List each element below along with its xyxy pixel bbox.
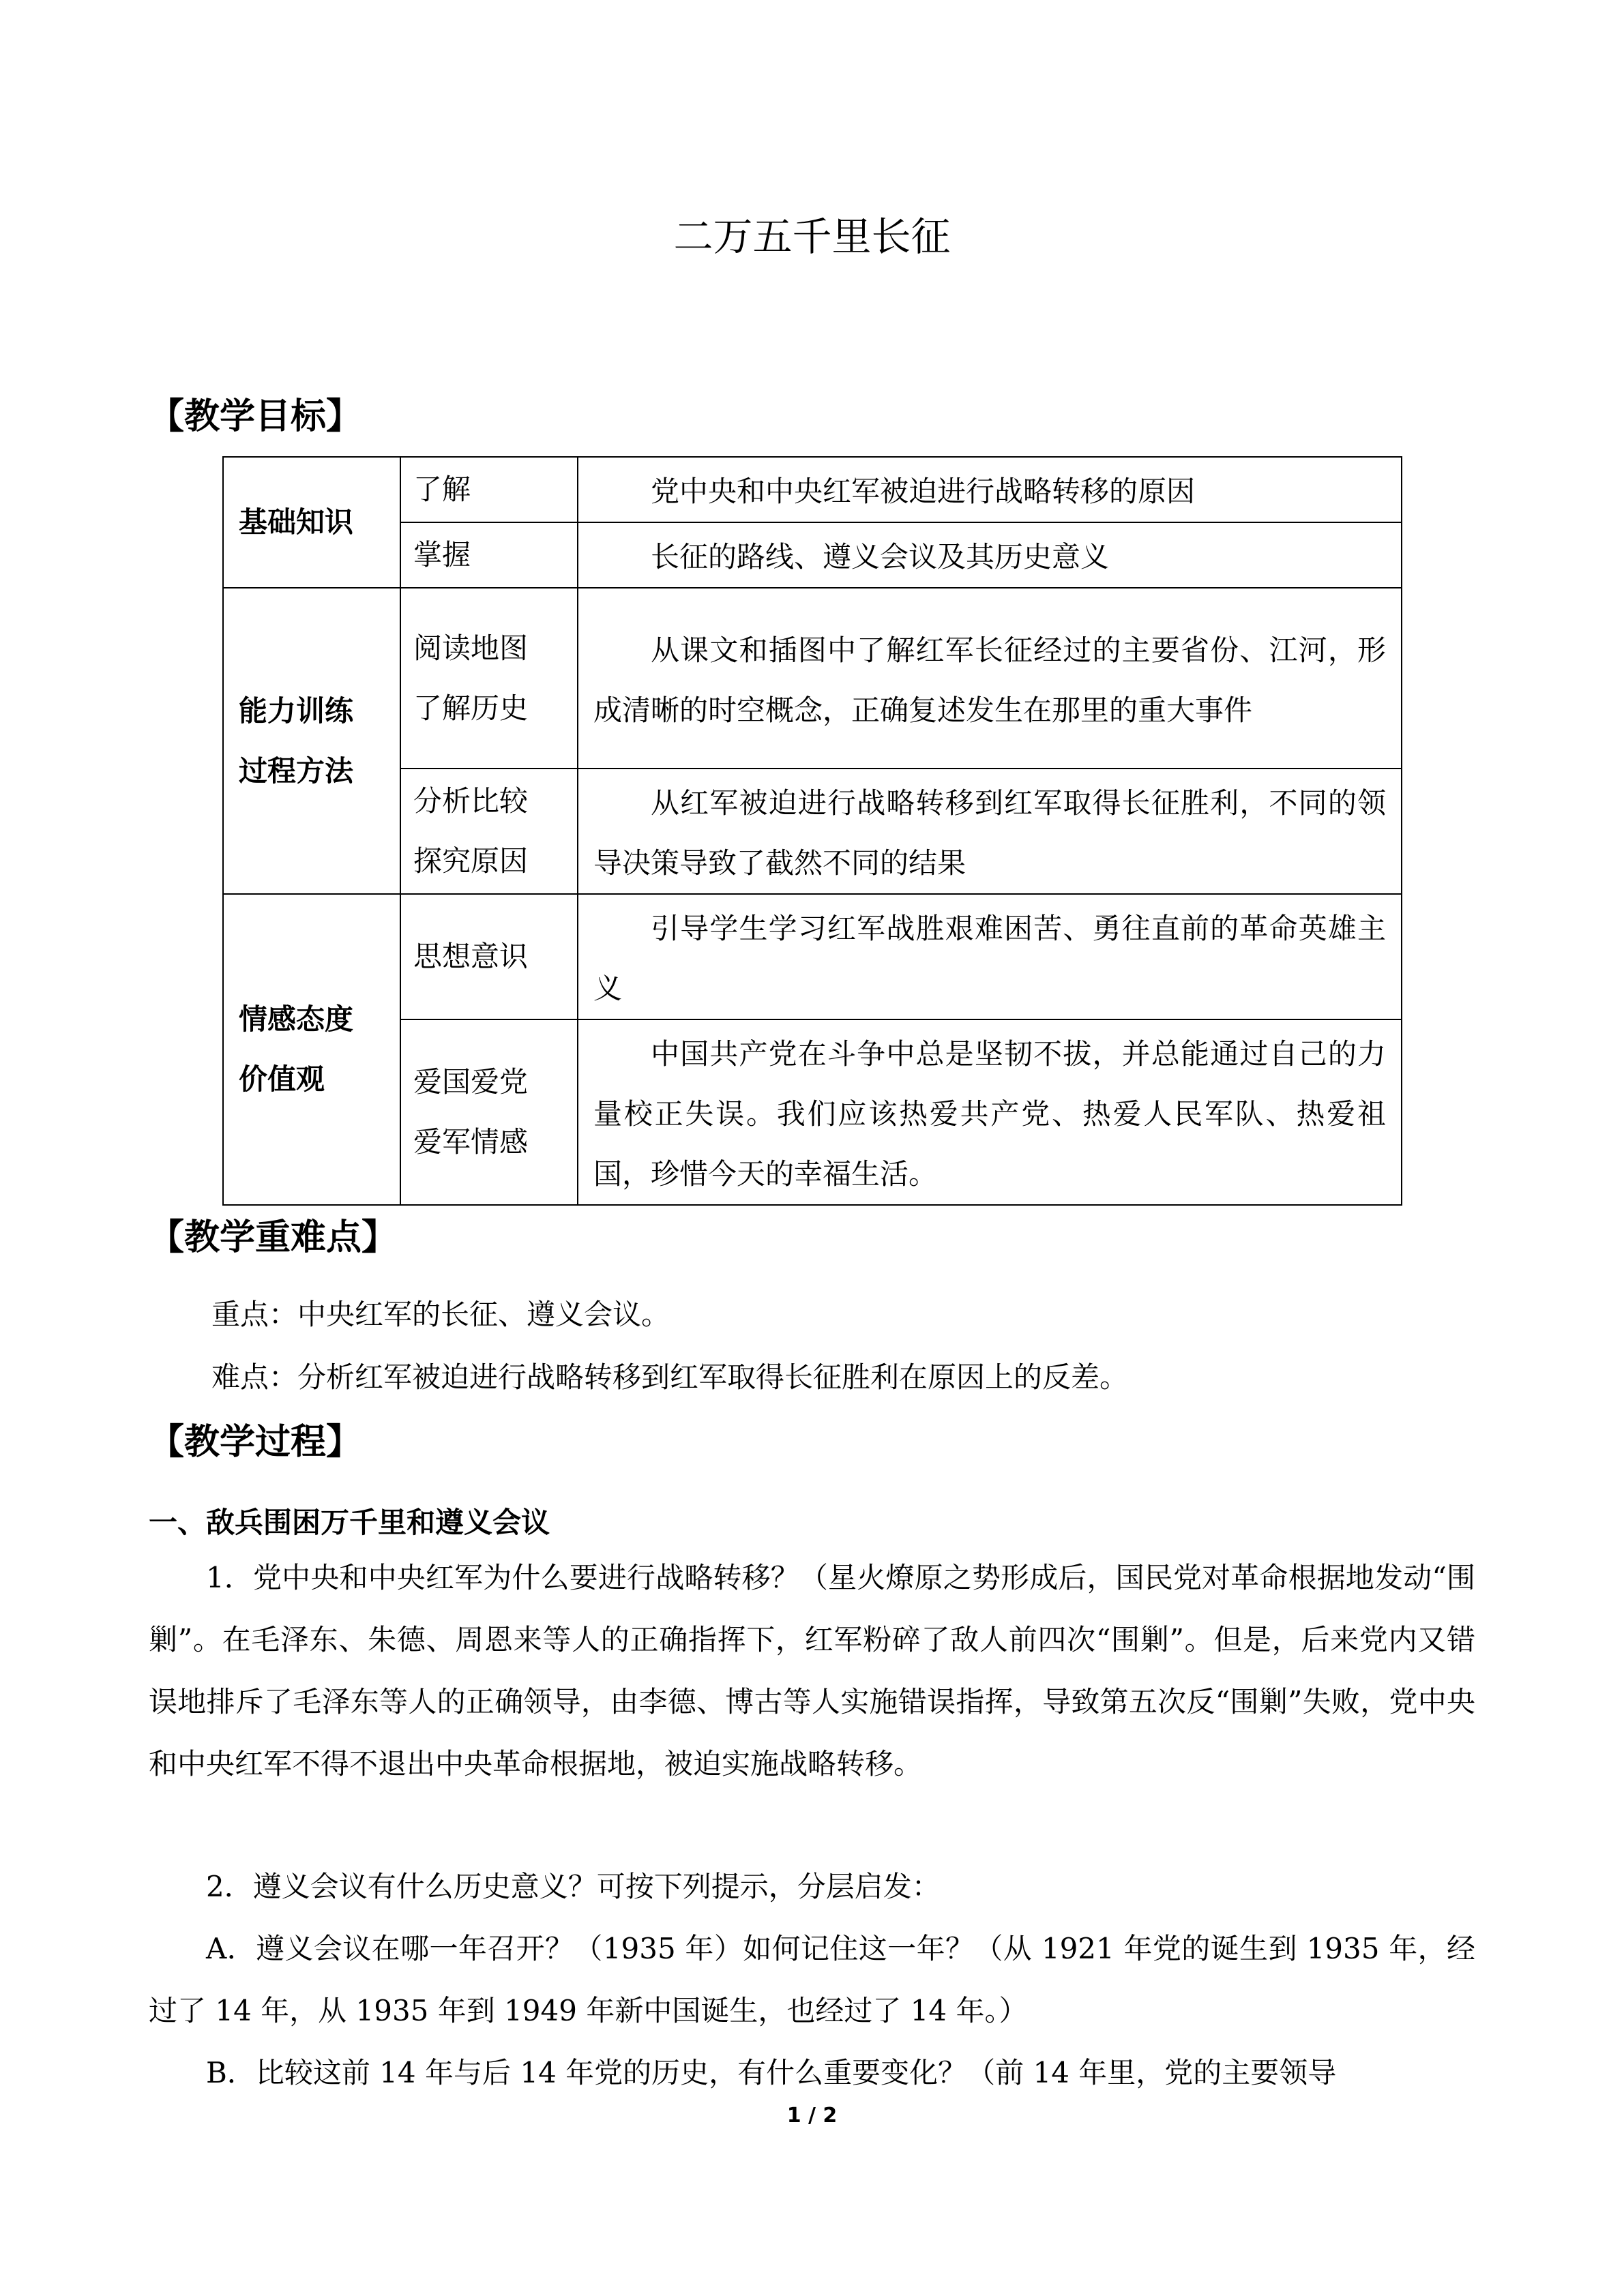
difficulty-text: 难点：分析红军被迫进行战略转移到红军取得长征胜利在原因上的反差。 bbox=[211, 1360, 1129, 1394]
paragraph-2: 2．遵义会议有什么历史意义？可按下列提示，分层启发： bbox=[206, 1870, 941, 1903]
subcategory-cell: 思想意识 bbox=[400, 894, 578, 1019]
table-row bbox=[223, 769, 1402, 894]
section-heading-process: 【教学过程】 bbox=[149, 1422, 362, 1463]
description-cell: 中国共产党在斗争中总是坚韧不拔，并总能通过自己的力量校正失误。我们应该热爱共产党、热爱人民军队、热爱祖国，珍惜今天的幸福生活。 bbox=[578, 1019, 1402, 1205]
table-row bbox=[223, 457, 1402, 522]
subcategory-cell: 阅读地图 了解历史 bbox=[400, 588, 578, 769]
category-emotion-values: 情感态度 价值观 bbox=[223, 894, 400, 1205]
page-number: 1 / 2 bbox=[786, 2104, 838, 2128]
subcategory-cell: 掌握 bbox=[400, 522, 578, 588]
subcategory-cell: 了解 bbox=[400, 457, 578, 522]
paragraph-1: 1．党中央和中央红军为什么要进行战略转移？（星火燎原之势形成后，国民党对革命根据地发动“围剿”。在毛泽东、朱德、周恩来等人的正确指挥下，红军粉碎了敌人前四次“围剿”。但是，后来党内又错误地排斥了毛泽东等人的正确领导，由李德、博古等人实施错误指挥，导致第五次反“围剿”失败，党中央和中央红军不得不退出中央革命根据地，被迫实施战略转移。 bbox=[149, 1561, 1475, 1780]
category-ability-training: 能力训练 过程方法 bbox=[223, 588, 400, 894]
category-basic-knowledge: 基础知识 bbox=[223, 457, 400, 588]
section-heading-key-points: 【教学重难点】 bbox=[149, 1217, 398, 1258]
key-point-text: 重点：中央红军的长征、遵义会议。 bbox=[211, 1298, 670, 1331]
description-cell: 党中央和中央红军被迫进行战略转移的原因 bbox=[578, 457, 1402, 522]
page-title: 二万五千里长征 bbox=[673, 213, 951, 260]
description-cell: 引导学生学习红军战胜艰难困苦、勇往直前的革命英雄主义 bbox=[578, 894, 1402, 1019]
subcategory-cell: 分析比较 探究原因 bbox=[400, 769, 578, 894]
description-cell: 从红军被迫进行战略转移到红军取得长征胜利，不同的领导决策导致了截然不同的结果 bbox=[578, 769, 1402, 894]
table-row bbox=[223, 588, 1402, 769]
paragraph-3: A．遵义会议在哪一年召开？（1935 年）如何记住这一年？（从 1921 年党的诞生到 1935 年，经过了 14 年，从 1935 年到 1949 年新中国诞生，也经过了 14 年。） bbox=[149, 1932, 1475, 2027]
table-row bbox=[223, 894, 1402, 1019]
table-row bbox=[223, 522, 1402, 588]
part-one-title: 一、敌兵围困万千里和遵义会议 bbox=[149, 1506, 550, 1539]
table-row bbox=[223, 1019, 1402, 1205]
paragraph-4: B．比较这前 14 年与后 14 年党的历史，有什么重要变化？（前 14 年里，党的主要领导 bbox=[206, 2056, 1337, 2089]
subcategory-cell: 爱国爱党 爱军情感 bbox=[400, 1019, 578, 1205]
description-cell: 从课文和插图中了解红军长征经过的主要省份、江河，形成清晰的时空概念，正确复述发生在那里的重大事件 bbox=[578, 588, 1402, 769]
section-heading-goals: 【教学目标】 bbox=[149, 396, 362, 437]
teaching-goals-table bbox=[222, 456, 1402, 1206]
description-cell: 长征的路线、遵义会议及其历史意义 bbox=[578, 522, 1402, 588]
